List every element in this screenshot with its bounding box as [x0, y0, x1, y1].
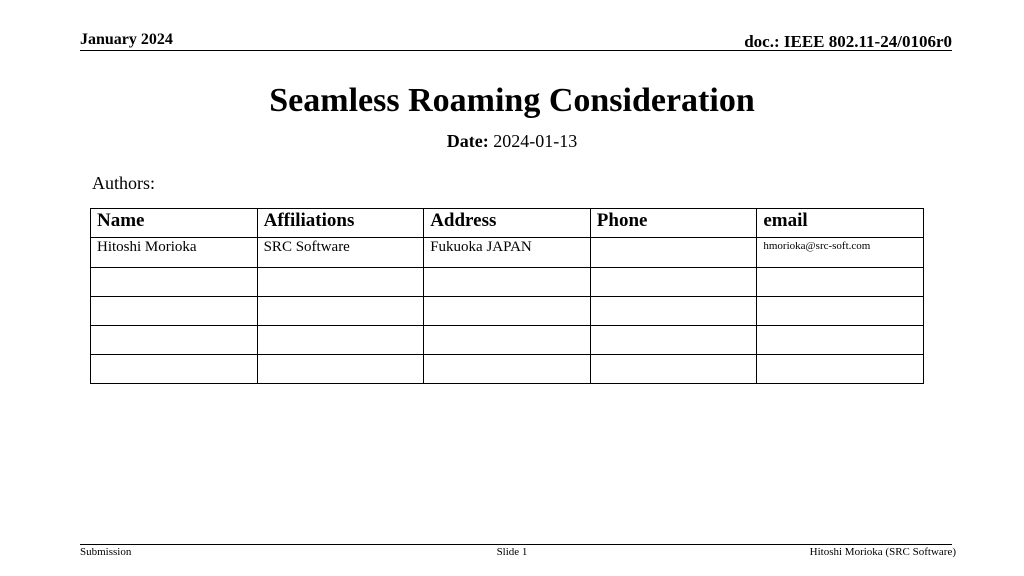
cell-phone — [590, 297, 757, 326]
date-label: Date: — [446, 131, 489, 151]
table-row — [91, 355, 924, 384]
cell-address — [424, 268, 591, 297]
cell-affiliation: SRC Software — [257, 238, 424, 268]
header-divider — [80, 50, 952, 51]
cell-email — [757, 355, 924, 384]
cell-name — [91, 268, 258, 297]
cell-address — [424, 297, 591, 326]
table-header-row — [91, 209, 924, 238]
column-header-email: email — [757, 209, 924, 238]
cell-email — [757, 297, 924, 326]
cell-email — [757, 326, 924, 355]
column-header-affiliations: Affiliations — [257, 209, 424, 238]
header-date: January 2024 — [80, 31, 173, 48]
cell-phone — [590, 268, 757, 297]
column-header-address: Address — [424, 209, 591, 238]
cell-address — [424, 355, 591, 384]
table-row — [91, 238, 924, 268]
footer-author: Hitoshi Morioka (SRC Software) — [809, 546, 956, 558]
table-row — [91, 297, 924, 326]
cell-name: Hitoshi Morioka — [91, 238, 258, 268]
table-row — [91, 326, 924, 355]
authors-table — [90, 208, 924, 384]
cell-phone — [590, 238, 757, 268]
cell-phone — [590, 355, 757, 384]
cell-name — [91, 355, 258, 384]
cell-email: hmorioka@src-soft.com — [757, 238, 924, 268]
date-line — [0, 131, 1024, 152]
cell-affiliation — [257, 326, 424, 355]
footer-divider — [80, 544, 952, 545]
slide-title: Seamless Roaming Consideration — [269, 82, 755, 119]
cell-address: Fukuoka JAPAN — [424, 238, 591, 268]
authors-label: Authors: — [92, 173, 155, 193]
cell-affiliation — [257, 268, 424, 297]
cell-name — [91, 297, 258, 326]
cell-phone — [590, 326, 757, 355]
cell-address — [424, 326, 591, 355]
cell-affiliation — [257, 355, 424, 384]
cell-name — [91, 326, 258, 355]
cell-email — [757, 268, 924, 297]
cell-affiliation — [257, 297, 424, 326]
date-value: 2024-01-13 — [493, 131, 578, 151]
column-header-name: Name — [91, 209, 258, 238]
column-header-phone: Phone — [590, 209, 757, 238]
table-row — [91, 268, 924, 297]
header-doc-id: doc.: IEEE 802.11-24/0106r0 — [744, 32, 952, 51]
footer-slide-number: Slide 1 — [496, 546, 528, 558]
footer-submission: Submission — [80, 546, 132, 558]
